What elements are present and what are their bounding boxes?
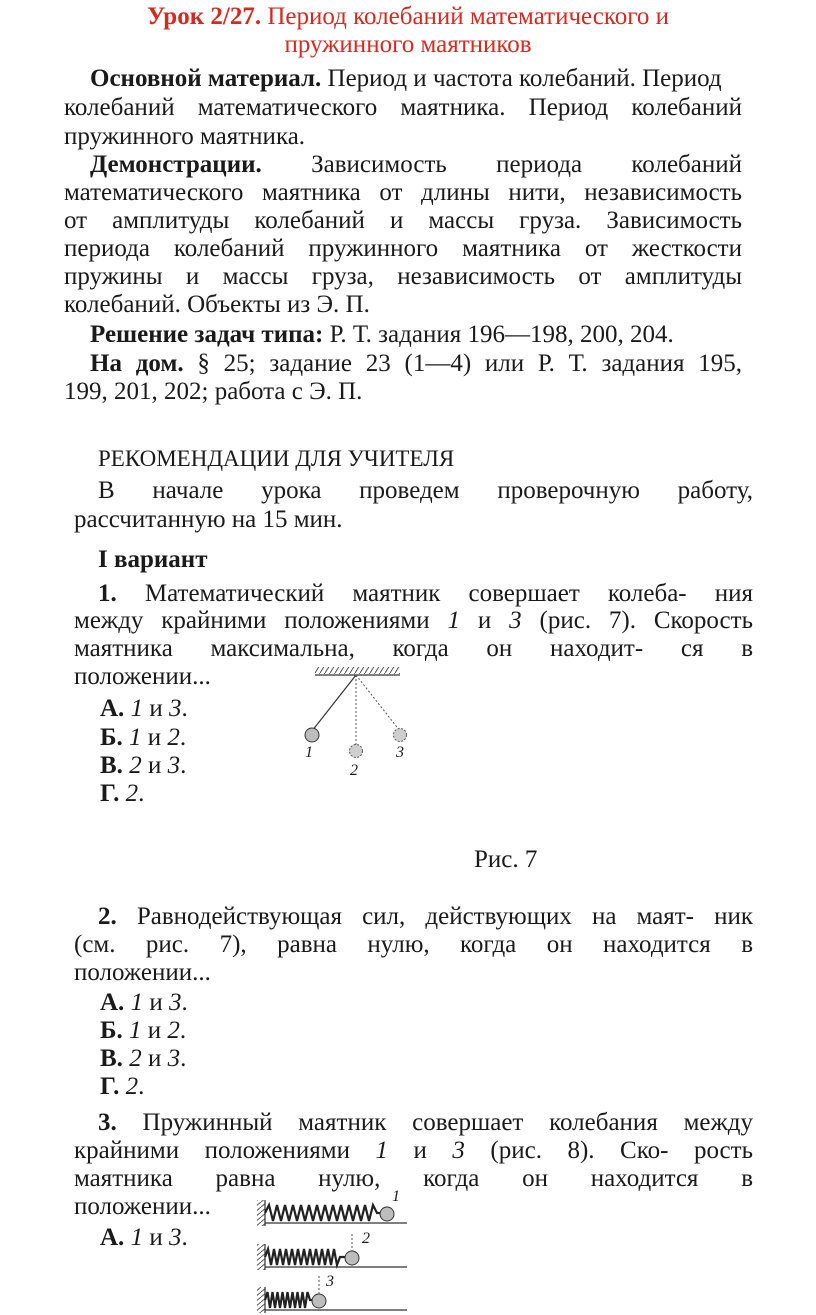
spring-3 <box>265 1292 313 1308</box>
q3-line1 <box>98 1108 753 1138</box>
fig8-label-1: 1 <box>392 1188 400 1205</box>
fig8-label-3: 3 <box>326 1273 334 1290</box>
lesson-title <box>0 2 816 32</box>
spring-mass-3 <box>312 1294 326 1308</box>
homework-text: § 25; задание 23 (1—4) или Р. Т. задания 195, <box>183 350 742 377</box>
spring-1 <box>265 1205 381 1221</box>
bob-position-2 <box>350 745 363 758</box>
q2-answer-a[interactable]: А. 1 и 3. <box>100 989 188 1016</box>
demo-line2: математического маятника от длины нити, независимость <box>64 179 742 206</box>
fig7-label-1: 1 <box>305 744 313 761</box>
bob-position-1 <box>305 728 319 742</box>
q2-line2: (см. рис. 7), равна нулю, когда он находится в <box>74 931 753 958</box>
wall-1 <box>257 1200 265 1226</box>
pendulum-thread-3 <box>356 675 400 731</box>
homework-line1 <box>90 349 742 379</box>
demo-line5: пружины и массы груза, независимость от амплитуды <box>64 263 742 290</box>
lesson-title-text: Период колебаний математического и <box>261 3 669 30</box>
tasks-line <box>90 320 674 350</box>
q2-number: 2. <box>98 903 117 930</box>
pendulum-figure <box>290 665 430 785</box>
q2-text: Равнодействующая сил, действующих на маят- ник <box>116 903 753 930</box>
demo-text: Зависимость периода колебаний <box>261 151 742 178</box>
demo-line1 <box>90 150 742 180</box>
lesson-title-line2: пружинного маятников <box>284 31 532 58</box>
spring-mass-2 <box>345 1251 359 1265</box>
q1-number: 1. <box>98 580 117 607</box>
material-label: Основной материал. <box>90 65 322 92</box>
q1-answer-c[interactable]: В. 2 и 3. <box>100 752 187 779</box>
fig7-caption: Рис. 7 <box>474 846 538 873</box>
q1-answer-b[interactable]: Б. 1 и 2. <box>100 724 187 751</box>
recommend-line1: В начале урока проведем проверочную работу, <box>98 477 753 504</box>
material-line2: колебаний математического маятника. Период колебаний <box>64 94 742 121</box>
material-line1 <box>90 64 722 94</box>
q2-answer-b[interactable]: Б. 1 и 2. <box>100 1017 187 1044</box>
demo-line6: колебаний. Объекты из Э. П. <box>64 291 370 318</box>
demo-line4: периода колебаний пружинного маятника от жесткости <box>64 235 742 262</box>
q1-line2: между крайними положениями 1 и 3 (рис. 7). Скорость <box>74 607 753 634</box>
bob-position-3 <box>394 729 407 742</box>
q1-line1 <box>98 579 753 609</box>
demo-line3: от амплитуды колебаний и массы груза. Зависимость <box>64 207 742 234</box>
tasks-text: Р. Т. задания 196—198, 200, 204. <box>323 321 674 348</box>
variant-heading: I вариант <box>98 546 208 573</box>
q3-line3: маятника равна нулю, когда он находится в <box>74 1165 753 1192</box>
q3-answer-a[interactable]: А. 1 и 3. <box>100 1224 188 1251</box>
q3-number: 3. <box>98 1109 117 1136</box>
q2-line3: положении... <box>74 959 211 986</box>
q1-line4: положении... <box>74 663 211 690</box>
recommend-heading: РЕКОМЕНДАЦИИ ДЛЯ УЧИТЕЛЯ <box>98 446 455 471</box>
tasks-label: Решение задач типа: <box>90 321 324 348</box>
spring-pendulum-figure <box>255 1192 410 1315</box>
lesson-number: Урок 2/27. <box>147 3 262 30</box>
fig8-label-2: 2 <box>362 1230 370 1247</box>
q2-answer-c[interactable]: В. 2 и 3. <box>100 1045 187 1072</box>
q3-line2: крайними положениями 1 и 3 (рис. 8). Ско- рость <box>74 1137 753 1164</box>
wall-3 <box>257 1287 265 1313</box>
recommend-line2: рассчитанную на 15 мин. <box>74 506 343 533</box>
spring-2 <box>265 1249 345 1265</box>
fig7-label-3: 3 <box>396 744 404 761</box>
spring-mass-1 <box>380 1207 394 1221</box>
q3-text: Пружинный маятник совершает колебания между <box>116 1109 753 1136</box>
pendulum-thread-1 <box>312 675 356 731</box>
q2-answer-d[interactable]: Г. 2. <box>100 1073 145 1100</box>
q1-line3: маятника максимальна, когда он находит- ся в <box>74 635 753 662</box>
material-text: Период и частота колебаний. Период <box>321 65 722 92</box>
homework-label: На дом. <box>90 350 184 377</box>
q1-answer-a[interactable]: А. 1 и 3. <box>100 695 188 722</box>
ceiling-hatch <box>315 667 400 674</box>
q3-line4: положении... <box>74 1193 211 1220</box>
homework-line2: 199, 201, 202; работа с Э. П. <box>64 378 363 405</box>
q1-text: Математический маятник совершает колеба- ния <box>116 580 753 607</box>
q1-answer-d[interactable]: Г. 2. <box>100 780 145 807</box>
q2-line1 <box>98 902 753 932</box>
wall-2 <box>257 1244 265 1270</box>
demo-label: Демонстрации. <box>90 151 262 178</box>
fig7-label-2: 2 <box>350 762 358 779</box>
material-line3: пружинного маятника. <box>64 123 306 150</box>
